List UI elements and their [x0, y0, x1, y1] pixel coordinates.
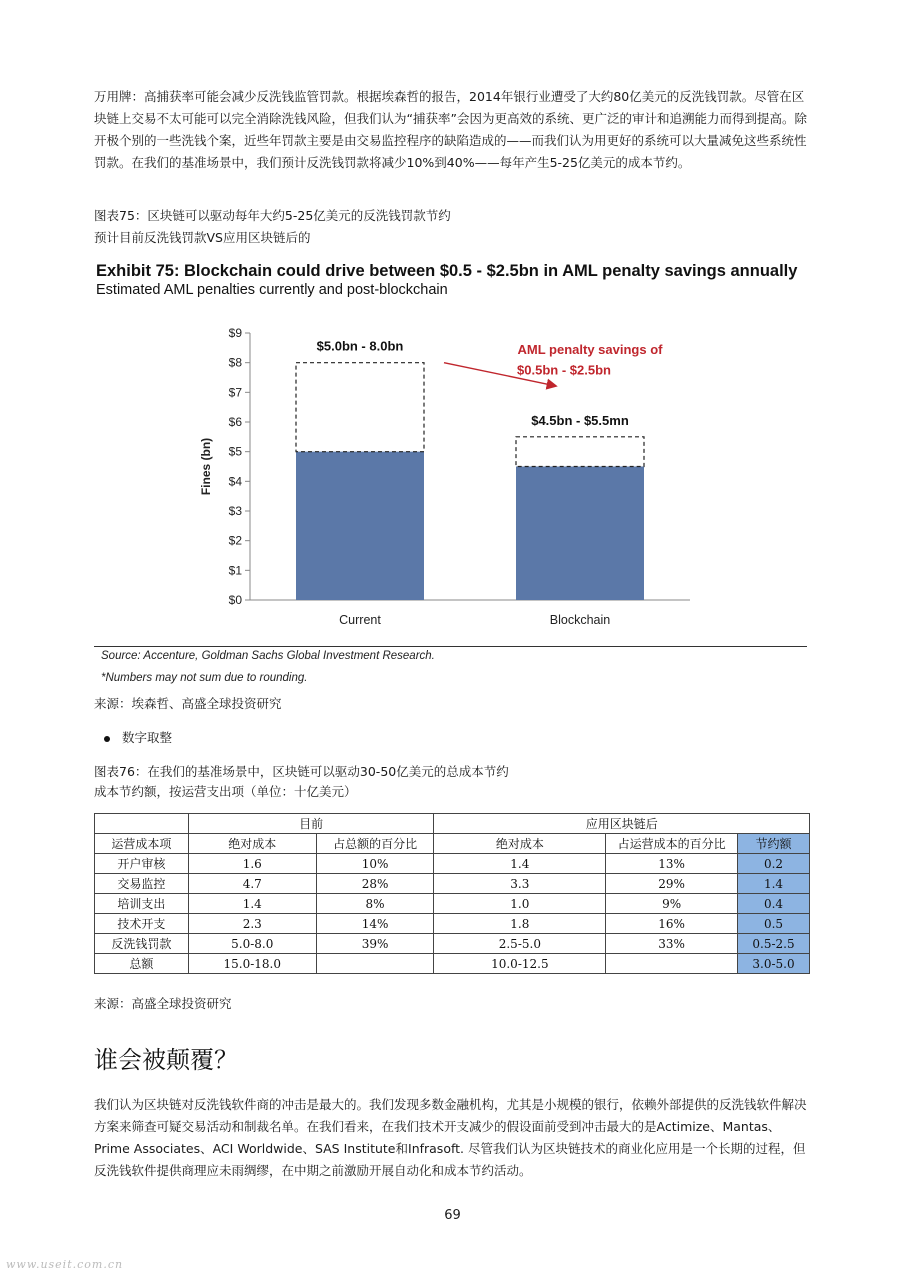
table-header: 节约额 [738, 834, 810, 854]
range-box-blockchain [516, 437, 644, 467]
table-header: 占总额的百分比 [316, 834, 434, 854]
watermark: www.useit.com.cn [6, 1258, 124, 1271]
y-tick-label: $5 [228, 444, 242, 459]
intro-paragraph: 万用牌：高捕获率可能会减少反洗钱监管罚款。根据埃森哲的报告，2014年银行业遭受了大约80亿美元的反洗钱罚款。尽管在区块链上交易不太可能可以完全消除洗钱风险，但我们认为“捕获率”会因为更高效的系统、更广泛的审计和追溯能力而得到提高。除开极个别的一些洗钱个案，近些年罚款主要是由交易监控程序的缺陷造成的——而我们认为用更好的系统可以大量减免这些系统性罚款。在我们的基准场景中，我们预计反洗钱罚款将减少10%到40%——每年产生5-25亿美元的成本节约。 [94, 89, 807, 170]
exhibit-source: Source: Accenture, Goldman Sachs Global Investment Research. [101, 650, 435, 662]
exhibit-note: *Numbers may not sum due to rounding. [101, 672, 308, 684]
table-cell: 培训支出 [95, 894, 189, 914]
table-cell [95, 814, 189, 834]
table-cell: 39% [316, 934, 434, 954]
table-cell: 3.0-5.0 [738, 954, 810, 974]
bullet-text: 数字取整 [122, 730, 173, 745]
table-cell: 5.0-8.0 [188, 934, 316, 954]
y-tick-label: $7 [228, 385, 242, 400]
figure-75-caption: 图表75：区块链可以驱动每年大约5-25亿美元的反洗钱罚款节约 [94, 208, 451, 223]
exhibit-subtitle: Estimated AML penalties currently and post-blockchain [96, 282, 448, 298]
table-cell: 1.4 [188, 894, 316, 914]
table-cell: 0.4 [738, 894, 810, 914]
cost-table [94, 813, 810, 974]
y-tick-label: $1 [228, 563, 242, 578]
table-cell: 开户审核 [95, 854, 189, 874]
y-tick-label: $6 [228, 415, 242, 429]
table-cell: 1.8 [434, 914, 606, 934]
table-header-row [95, 834, 810, 854]
y-tick-label: $8 [228, 355, 242, 370]
table-cell: 15.0-18.0 [188, 954, 316, 974]
table-cell: 9% [606, 894, 738, 914]
table-cell: 14% [316, 914, 434, 934]
bullet-item [104, 728, 172, 746]
range-box-current [296, 363, 424, 452]
annotation-line-2: $0.5bn - $2.5bn [517, 362, 611, 378]
table-header: 绝对成本 [188, 834, 316, 854]
table-row [95, 854, 810, 874]
table-header: 运营成本项 [95, 834, 189, 854]
bar-data-label: $4.5bn - $5.5mn [531, 412, 629, 428]
table-cell: 16% [606, 914, 738, 934]
source-75: 来源：埃森哲、高盛全球投资研究 [94, 696, 282, 711]
section-heading: 谁会被颠覆？ [94, 1046, 238, 1074]
source-76: 来源：高盛全球投资研究 [94, 996, 232, 1011]
bar-data-label: $5.0bn - 8.0bn [316, 338, 404, 354]
table-row [95, 874, 810, 894]
table-cell: 13% [606, 854, 738, 874]
table-cell: 10.0-12.5 [434, 954, 606, 974]
y-tick-label: $3 [228, 504, 242, 518]
x-tick-label: Current [339, 613, 381, 627]
aml-penalty-chart [94, 300, 807, 630]
x-tick-label: Blockchain [549, 613, 611, 627]
table-cell: 33% [606, 934, 738, 954]
bar-blockchain [516, 467, 644, 601]
table-cell: 29% [606, 874, 738, 894]
table-cell: 0.2 [738, 854, 810, 874]
table-cell [316, 954, 434, 974]
table-cell: 1.4 [738, 874, 810, 894]
y-tick-label: $2 [228, 533, 242, 548]
annotation-line-1: AML penalty savings of [517, 341, 663, 357]
figure-76-subcaption: 成本节约额，按运营支出项（单位：十亿美元） [94, 784, 357, 799]
table-row [95, 894, 810, 914]
page-number: 69 [444, 1208, 461, 1223]
table-cell: 8% [316, 894, 434, 914]
table-cell: 2.3 [188, 914, 316, 934]
table-cell: 技术开支 [95, 914, 189, 934]
table-cell: 4.7 [188, 874, 316, 894]
exhibit-rule [94, 646, 807, 647]
table-cell: 总额 [95, 954, 189, 974]
figure-76-caption: 图表76：在我们的基准场景中，区块链可以驱动30-50亿美元的总成本节约 [94, 764, 509, 779]
table-cell: 1.0 [434, 894, 606, 914]
table-header: 占运营成本的百分比 [606, 834, 738, 854]
table-cell: 3.3 [434, 874, 606, 894]
y-tick-label: $4 [228, 474, 242, 489]
table-cell: 2.5-5.0 [434, 934, 606, 954]
group-after: 应用区块链后 [434, 814, 810, 834]
y-tick-label: $9 [228, 326, 242, 340]
table-cell: 28% [316, 874, 434, 894]
table-cell: 1.6 [188, 854, 316, 874]
table-cell: 10% [316, 854, 434, 874]
y-axis-title: Fines (bn) [199, 437, 213, 496]
y-tick-label: $0 [228, 593, 242, 607]
closing-paragraph: 我们认为区块链对反洗钱软件商的冲击是最大的。我们发现多数金融机构，尤其是小规模的银行，依赖外部提供的反洗钱软件解决方案来筛查可疑交易活动和制裁名单。在我们看来，在我们技术开支减少的假设面前受到冲击最大的是Actimize、Mantas、Prime Associates、ACI Worldwide、SAS Institute和Infrasoft. 尽管我们认为区块链技术的商业化应用是一个长期的过程，但反洗钱软件提供商理应未雨绸缪，在中期之前激励开展自动化和成本节约活动。 [94, 1097, 807, 1178]
table-cell: 0.5-2.5 [738, 934, 810, 954]
bar-current [296, 452, 424, 600]
table-cell [606, 954, 738, 974]
bullet-dot-icon [104, 736, 110, 742]
table-group-row [95, 814, 810, 834]
table-row [95, 954, 810, 974]
table-cell: 反洗钱罚款 [95, 934, 189, 954]
table-cell: 1.4 [434, 854, 606, 874]
table-row [95, 914, 810, 934]
figure-75-subcaption: 预计目前反洗钱罚款VS应用区块链后的 [94, 230, 311, 245]
table-cell: 交易监控 [95, 874, 189, 894]
table-row [95, 934, 810, 954]
table-header: 绝对成本 [434, 834, 606, 854]
exhibit-title: Exhibit 75: Blockchain could drive between $0.5 - $2.5bn in AML penalty savings annually [96, 262, 798, 280]
group-current: 目前 [188, 814, 434, 834]
table-cell: 0.5 [738, 914, 810, 934]
